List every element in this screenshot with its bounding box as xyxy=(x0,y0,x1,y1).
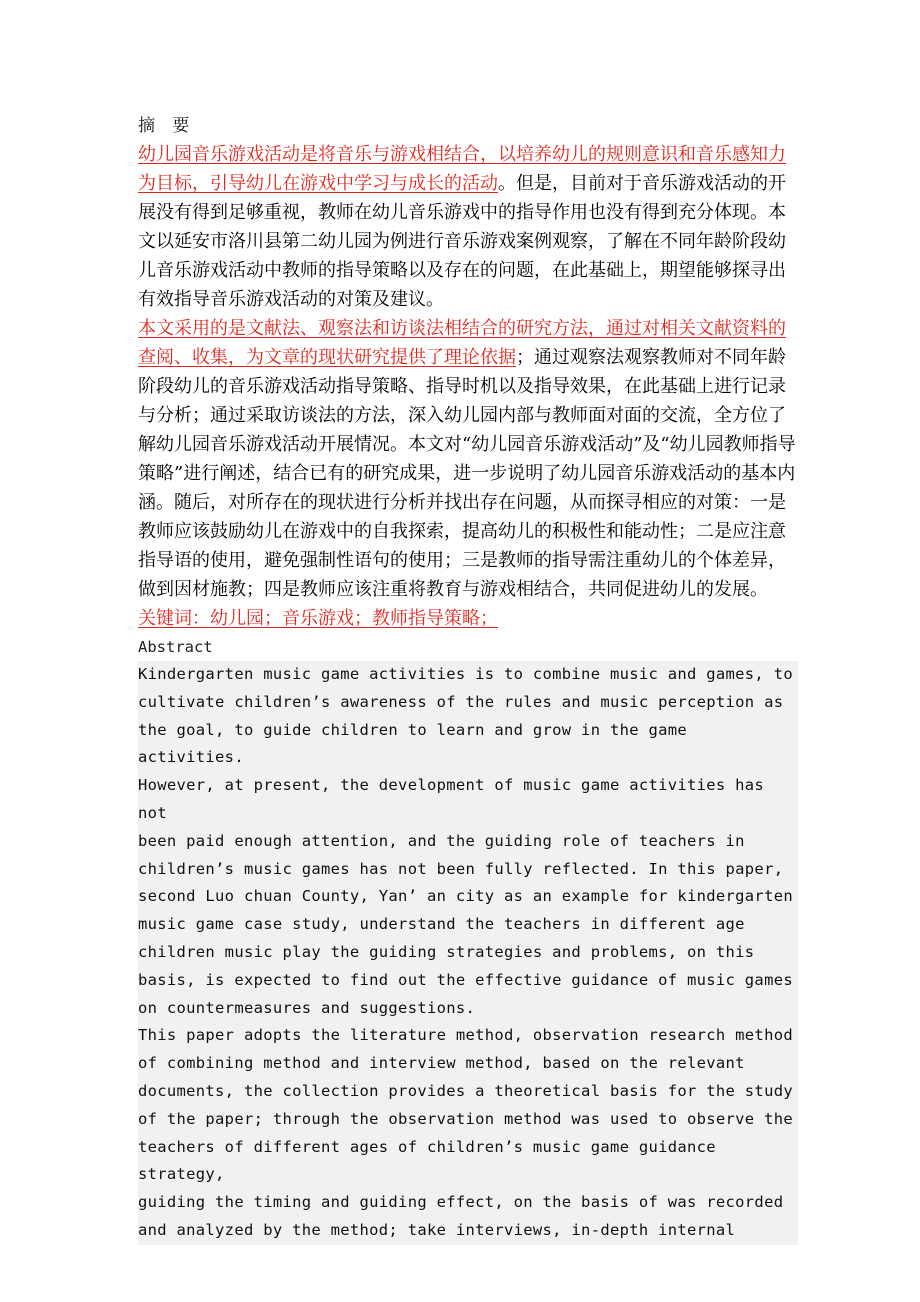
text-line: second Luo chuan County, Yan’ an city as an example for kindergarten xyxy=(138,883,798,911)
paragraph-text: ；通过观察法观察教师对不同年龄阶段幼儿的音乐游戏活动指导策略、指导时机以及指导效果，在此基础上进行记录与分析；通过采取访谈法的方法，深入幼儿园内部与教师面对面的交流，全方位了解幼儿园音乐游戏活动开展情况。本文对“幼儿园音乐游戏活动”及“幼儿园教师指导策略”进行阐述，结合已有的研究成果，进一步说明了幼儿园音乐游戏活动的基本内涵。随后，对所存在的现状进行分析并找出存在问题，从而探寻相应的对策：一是教师应该鼓励幼儿在游戏中的自我探索，提高幼儿的积极性和能动性；二是应注意指导语的使用，避免强制性语句的使用；三是教师的指导需注重幼儿的个体差异，做到因材施教；四是教师应该注重将教育与游戏相结合，共同促进幼儿的发展。 xyxy=(138,347,796,600)
text-line: Kindergarten music game activities is to combine music and games, to xyxy=(138,661,798,689)
text-line: children’s music games has not been fully reflected. In this paper, xyxy=(138,856,798,884)
paragraph-text: 。但是，目前对于音乐游戏活动的开展没有得到足够重视，教师在幼儿音乐游戏中的指导作用也没有得到充分体现。本文以延安市洛川县第二幼儿园为例进行音乐游戏案例观察，了解在不同年龄阶段幼儿音乐游戏活动中教师的指导策略以及存在的问题，在此基础上，期望能够探寻出有效指导音乐游戏活动的对策及建议。 xyxy=(138,173,786,310)
keywords-line xyxy=(138,604,798,633)
text-line: and analyzed by the method; take interviews, in-depth internal xyxy=(138,1217,798,1245)
keywords: 关键词：幼儿园；音乐游戏；教师指导策略； xyxy=(138,608,498,629)
highlighted-sentence: 本文采用的是文献法、观察法和访谈法相结合的研究方法，通过对相关文献资料的查阅、收集，为文章的现状研究提供了理论依据 xyxy=(138,318,786,368)
text-line: of combining method and interview method, based on the relevant xyxy=(138,1050,798,1078)
abstract-en-paragraph-2 xyxy=(138,1022,798,1244)
document-page xyxy=(138,112,798,1245)
highlighted-sentence: 幼儿园音乐游戏活动是将音乐与游戏相结合，以培养幼儿的规则意识和音乐感知力为目标，引导幼儿在游戏中学习与成长的活动 xyxy=(138,144,786,194)
abstract-cn-paragraph-2 xyxy=(138,314,798,604)
text-line: teachers of different ages of children’s music game guidance strategy, xyxy=(138,1134,798,1190)
text-line: documents, the collection provides a theoretical basis for the study xyxy=(138,1078,798,1106)
text-line: cultivate children’s awareness of the rules and music perception as xyxy=(138,689,798,717)
abstract-en-title: Abstract xyxy=(138,638,213,656)
abstract-en-paragraph-1 xyxy=(138,661,798,1022)
text-line: music game case study, understand the teachers in different age xyxy=(138,911,798,939)
text-line: children music play the guiding strategies and problems, on this xyxy=(138,939,798,967)
text-line: This paper adopts the literature method, observation research method xyxy=(138,1022,798,1050)
abstract-cn-paragraph-1 xyxy=(138,140,798,314)
text-line: guiding the timing and guiding effect, on the basis of was recorded xyxy=(138,1189,798,1217)
text-line: the goal, to guide children to learn and grow in the game activities. xyxy=(138,717,798,773)
text-line: on countermeasures and suggestions. xyxy=(138,995,798,1023)
text-line: However, at present, the development of music game activities has not xyxy=(138,772,798,828)
abstract-cn-title: 摘 要 xyxy=(138,116,196,136)
text-line: been paid enough attention, and the guiding role of teachers in xyxy=(138,828,798,856)
text-line: of the paper; through the observation method was used to observe the xyxy=(138,1106,798,1134)
text-line: basis, is expected to find out the effective guidance of music games xyxy=(138,967,798,995)
